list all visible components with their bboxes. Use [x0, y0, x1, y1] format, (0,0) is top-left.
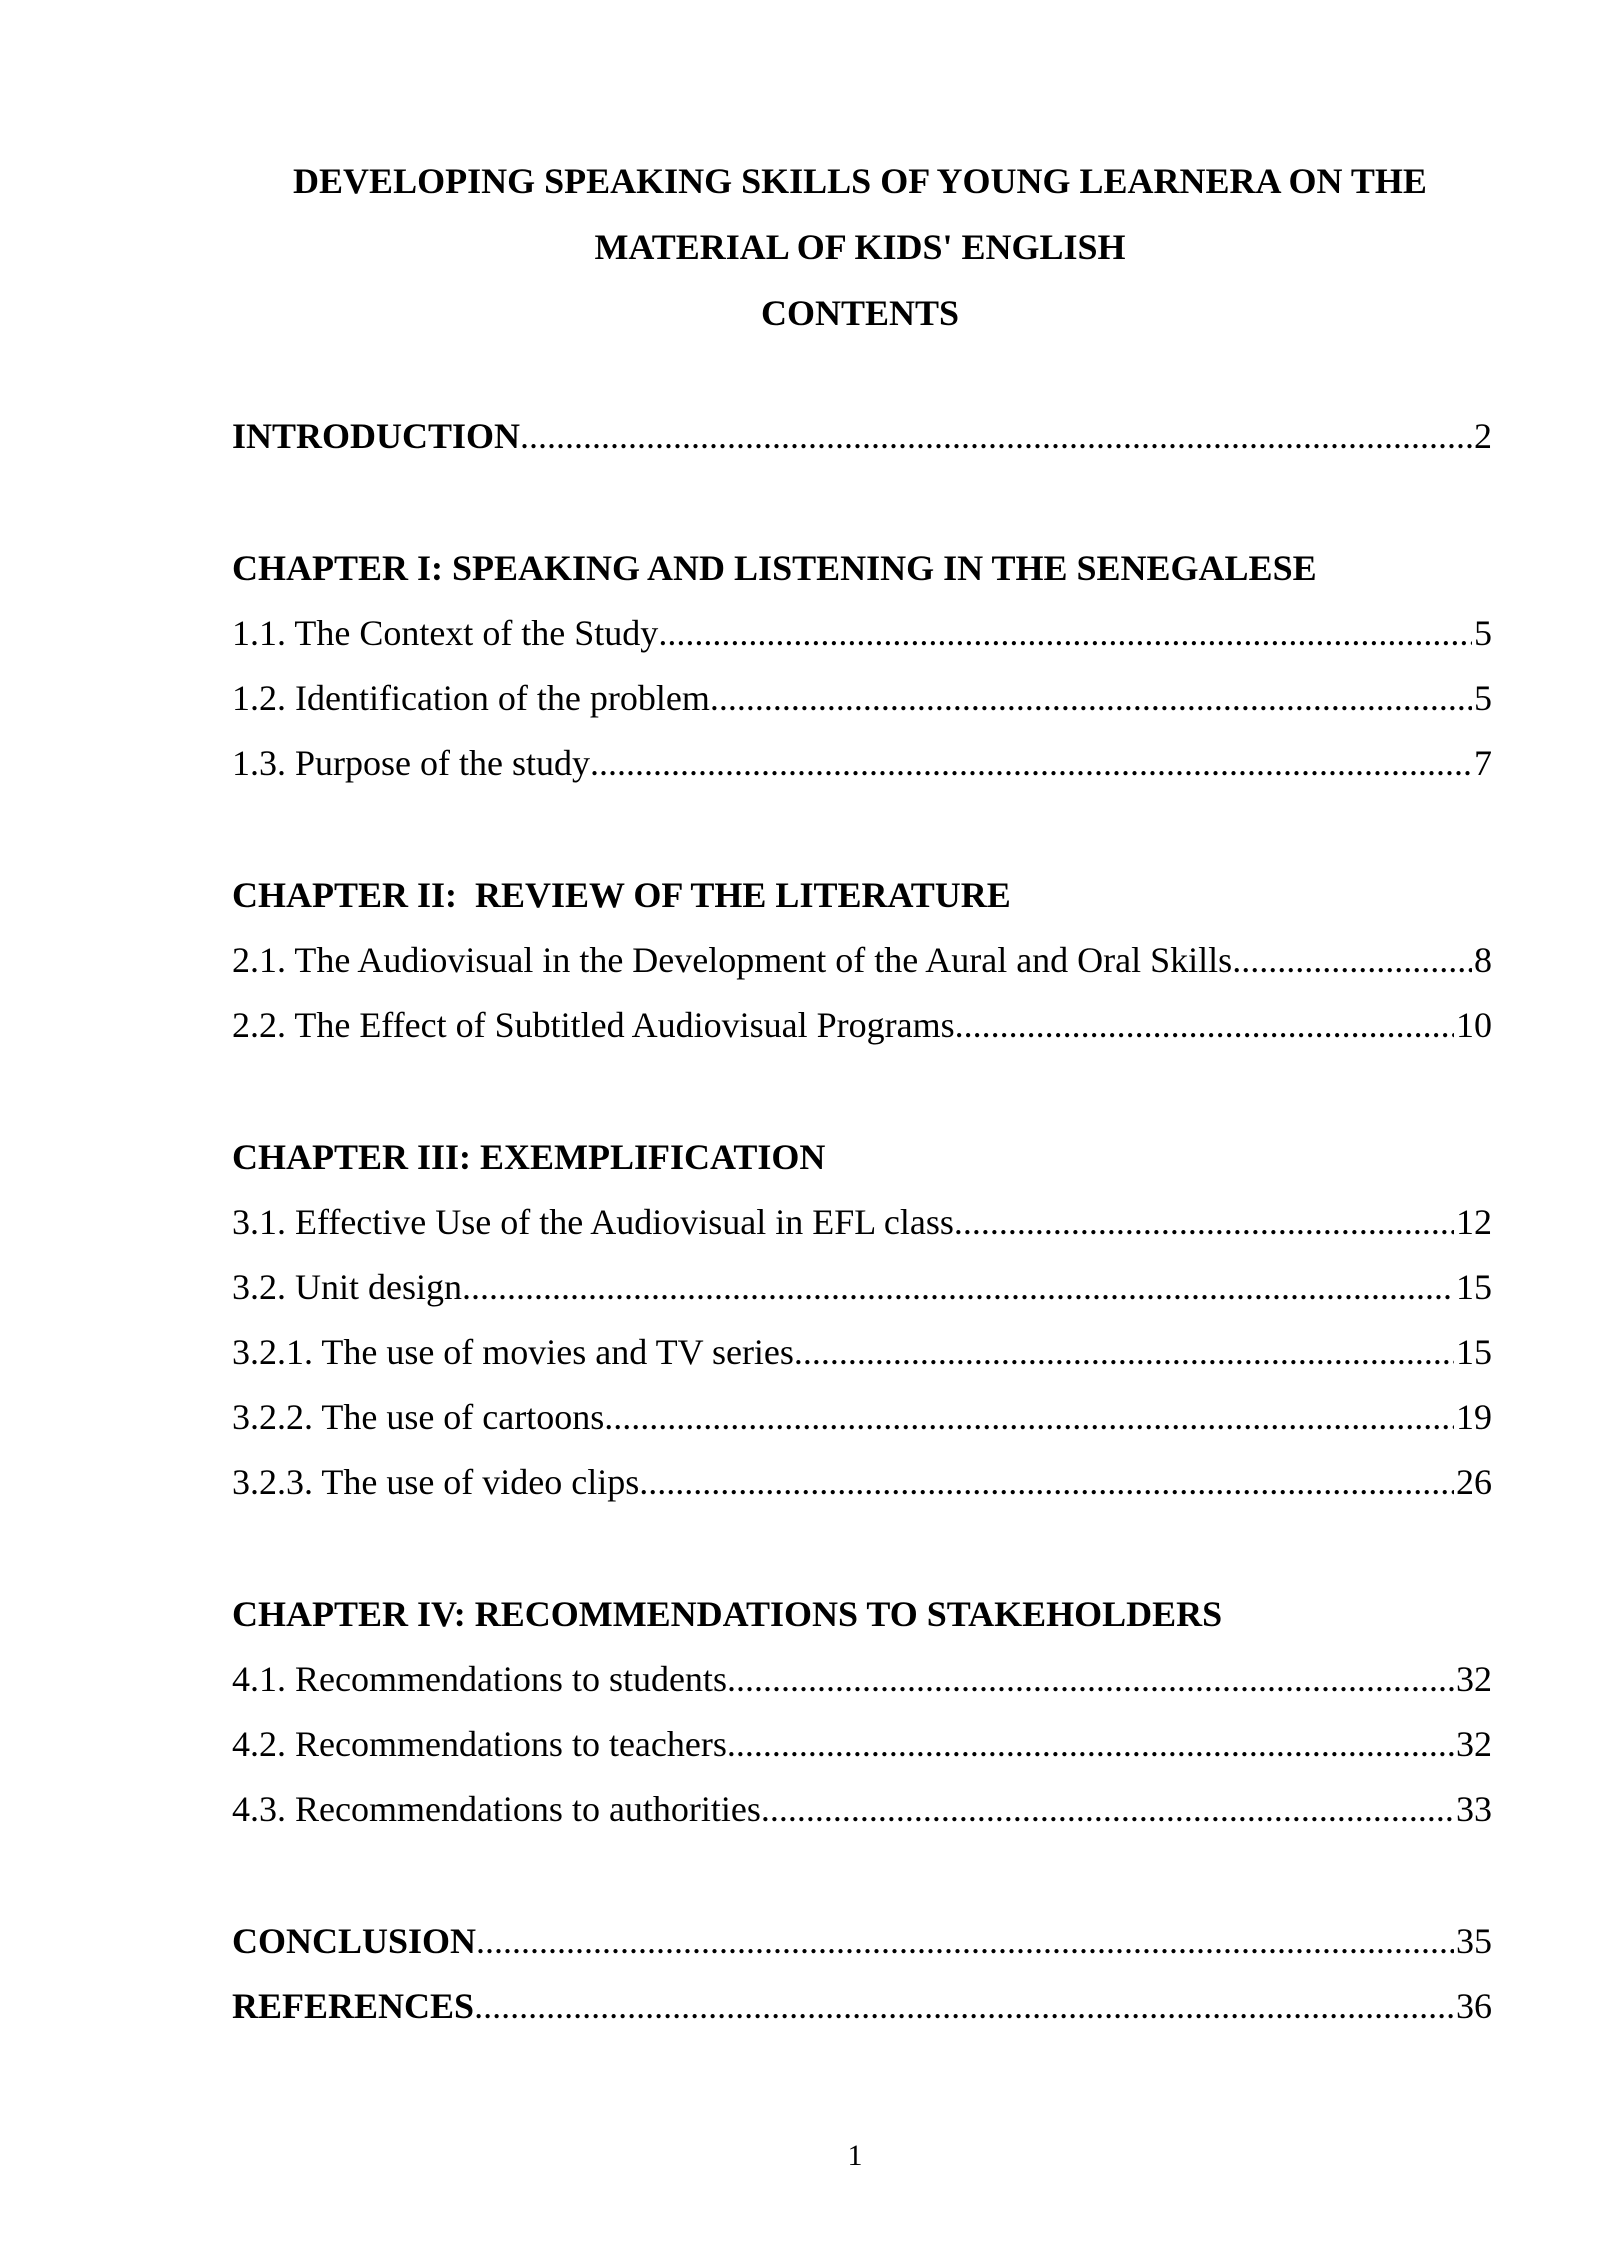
toc-entry-page: 8	[1474, 940, 1492, 980]
toc-entry[interactable]	[232, 601, 1492, 666]
toc-entry[interactable]	[232, 1190, 1492, 1255]
toc-entry[interactable]	[232, 1255, 1492, 1320]
toc-entry-label: 4.2. Recommendations to teachers	[232, 1724, 727, 1764]
toc-entry-label: 3.2.3. The use of video clips	[232, 1462, 640, 1502]
leader-dots	[474, 1974, 1454, 2039]
toc-entry-label: CONCLUSION	[232, 1921, 477, 1961]
chapter-3-heading: CHAPTER III: EXEMPLIFICATION	[232, 1137, 826, 1177]
table-of-contents	[232, 404, 1492, 2039]
toc-entry-page: 35	[1456, 1921, 1492, 1961]
toc-entry-page: 5	[1474, 613, 1492, 653]
toc-entry-label: 2.2. The Effect of Subtitled Audiovisual Programs	[232, 1005, 955, 1045]
toc-entry-page: 33	[1456, 1789, 1492, 1829]
toc-entry[interactable]	[232, 1385, 1492, 1450]
leader-dots	[639, 1450, 1454, 1515]
toc-entry-introduction[interactable]	[232, 404, 1492, 469]
toc-entry-page: 5	[1474, 678, 1492, 718]
leader-dots	[794, 1320, 1454, 1385]
spacer	[232, 469, 1492, 536]
toc-entry-label: 1.1. The Context of the Study	[232, 613, 659, 653]
chapter-4-heading: CHAPTER IV: RECOMMENDATIONS TO STAKEHOLDERS	[232, 1594, 1223, 1634]
toc-entry-page: 10	[1456, 1005, 1492, 1045]
toc-entry-page: 19	[1456, 1397, 1492, 1437]
leader-dots	[462, 1255, 1454, 1320]
spacer	[232, 1058, 1492, 1125]
toc-entry-label: REFERENCES	[232, 1986, 475, 2026]
toc-entry-label: 3.2.1. The use of movies and TV series	[232, 1332, 794, 1372]
toc-entry-page: 12	[1456, 1202, 1492, 1242]
toc-entry-label: 3.1. Effective Use of the Audiovisual in EFL class	[232, 1202, 954, 1242]
leader-dots	[954, 1190, 1454, 1255]
chapter-2-heading: CHAPTER II: REVIEW OF THE LITERATURE	[232, 875, 1011, 915]
toc-entry-page: 15	[1456, 1267, 1492, 1307]
leader-dots	[604, 1385, 1454, 1450]
toc-entry-page: 15	[1456, 1332, 1492, 1372]
toc-entry-label: 3.2. Unit design	[232, 1267, 462, 1307]
toc-entry[interactable]	[232, 666, 1492, 731]
leader-dots	[727, 1647, 1454, 1712]
spacer	[232, 1842, 1492, 1909]
toc-entry-label: 1.3. Purpose of the study	[232, 743, 590, 783]
toc-entry-label: 4.3. Recommendations to authorities	[232, 1789, 761, 1829]
leader-dots	[761, 1777, 1454, 1842]
leader-dots	[727, 1712, 1454, 1777]
toc-entry[interactable]	[232, 1450, 1492, 1515]
toc-entry[interactable]	[232, 928, 1492, 993]
toc-entry-label: INTRODUCTION	[232, 416, 521, 456]
toc-entry-page: 32	[1456, 1659, 1492, 1699]
spacer	[232, 1515, 1492, 1582]
toc-entry-references[interactable]	[232, 1974, 1492, 2039]
toc-entry[interactable]	[232, 1777, 1492, 1842]
title-line-1: DEVELOPING SPEAKING SKILLS OF YOUNG LEARNERA ON THE	[293, 161, 1427, 201]
toc-entry-label: 3.2.2. The use of cartoons	[232, 1397, 605, 1437]
spacer	[232, 796, 1492, 863]
toc-entry-page: 32	[1456, 1724, 1492, 1764]
leader-dots	[710, 666, 1472, 731]
toc-entry-page: 36	[1456, 1986, 1492, 2026]
toc-entry[interactable]	[232, 1712, 1492, 1777]
document-title	[230, 148, 1490, 346]
toc-entry[interactable]	[232, 1320, 1492, 1385]
toc-entry-label: 2.1. The Audiovisual in the Development of the Aural and Oral Skills	[232, 940, 1233, 980]
leader-dots	[955, 993, 1454, 1058]
contents-heading: CONTENTS	[760, 293, 960, 333]
toc-entry-label: 1.2. Identification of the problem	[232, 678, 710, 718]
toc-entry-label: 4.1. Recommendations to students	[232, 1659, 727, 1699]
leader-dots	[476, 1909, 1454, 1974]
toc-entry-page: 26	[1456, 1462, 1492, 1502]
chapter-1-heading: CHAPTER I: SPEAKING AND LISTENING IN THE SENEGALESE	[232, 548, 1317, 588]
leader-dots	[590, 731, 1472, 796]
title-line-2: MATERIAL OF KIDS' ENGLISH	[594, 227, 1126, 267]
toc-entry-conclusion[interactable]	[232, 1909, 1492, 1974]
toc-entry-page: 7	[1474, 743, 1492, 783]
toc-entry-page: 2	[1474, 416, 1492, 456]
toc-entry[interactable]	[232, 731, 1492, 796]
toc-entry[interactable]	[232, 1647, 1492, 1712]
leader-dots	[520, 404, 1472, 469]
toc-entry[interactable]	[232, 993, 1492, 1058]
page-number: 1	[847, 2139, 863, 2172]
leader-dots	[658, 601, 1472, 666]
leader-dots	[1232, 928, 1472, 993]
